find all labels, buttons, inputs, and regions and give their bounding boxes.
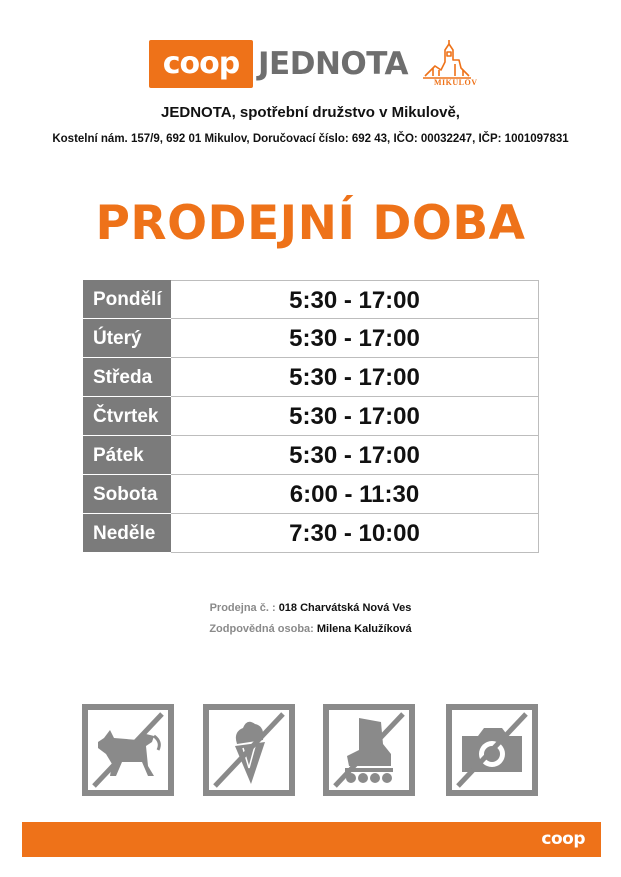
no-inline-skates-icon [323,704,415,796]
store-number-value: 018 Charvátská Nová Ves [278,602,412,614]
hours-value: 5:30 - 17:00 [171,280,539,319]
table-row [83,436,539,475]
footer-coop-logo: coop [541,829,585,849]
day-label: Pátek [83,436,171,474]
day-label: Neděle [83,514,171,552]
hours-value: 5:30 - 17:00 [171,358,539,397]
table-row [83,358,539,397]
responsible-person-label: Zodpovědná osoba: [209,623,314,635]
table-row [83,475,539,514]
hours-value: 5:30 - 17:00 [171,436,539,475]
responsible-person-value: Milena Kalužíková [316,623,412,635]
day-label: Středa [83,358,171,396]
footer-bar [22,822,601,857]
day-label: Čtvrtek [83,397,171,435]
no-ice-cream-icon [203,704,295,796]
table-row [83,397,539,436]
no-dogs-icon [82,704,174,796]
company-name: JEDNOTA, spotřební družstvo v Mikulově, [161,104,460,121]
company-address: Kostelní nám. 157/9, 692 01 Mikulov, Doručovací číslo: 692 43, IČO: 00032247, IČP: 1001097831 [52,133,569,145]
no-camera-icon [446,704,538,796]
hours-value: 5:30 - 17:00 [171,319,539,358]
table-row [83,280,539,319]
day-label: Pondělí [83,280,171,318]
day-label: Úterý [83,319,171,357]
hours-value: 5:30 - 17:00 [171,397,539,436]
day-label: Sobota [83,475,171,513]
town-logo-text: MIKULOV [434,78,478,87]
coop-logo [149,40,253,88]
responsible-person [0,623,621,635]
opening-hours-table [83,280,539,553]
table-row [83,319,539,358]
brand-name: JEDNOTA [258,46,408,82]
page-title: PRODEJNÍ DOBA [95,196,526,251]
store-number [0,602,621,614]
hours-value: 7:30 - 10:00 [171,514,539,553]
store-number-label: Prodejna č. : [209,602,276,614]
hours-value: 6:00 - 11:30 [171,475,539,514]
table-row [83,514,539,553]
coop-logo-text: coop [162,46,240,81]
